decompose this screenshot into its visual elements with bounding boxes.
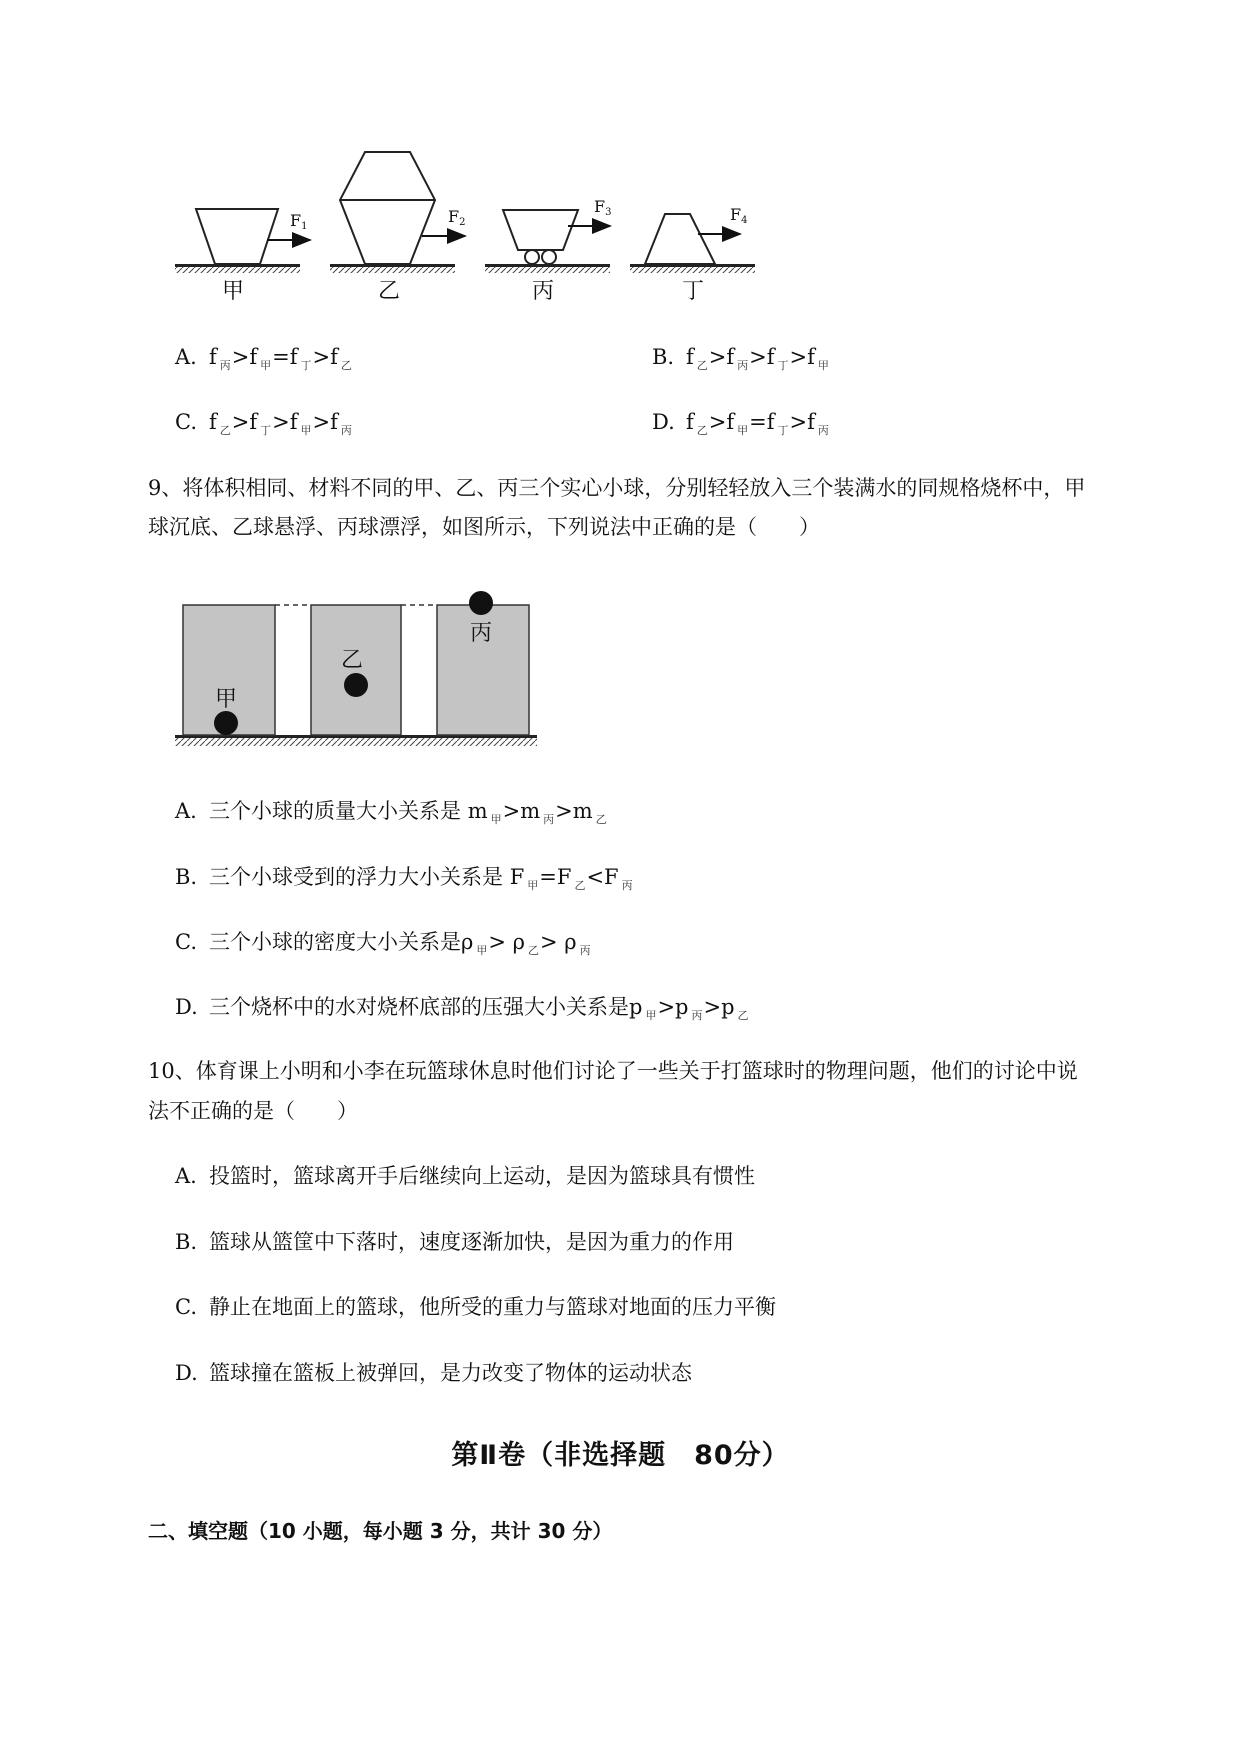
force-label-4: F [730, 205, 742, 224]
q9-option-d[interactable]: D. 三个烧杯中的水对烧杯底部的压强大小关系是p $_甲$>p $_丙$>p $_乙$ [175, 995, 749, 1022]
q8-option-a[interactable]: A. f $_丙$>f $_甲$=f $_丁$>f $_乙$ [175, 345, 352, 372]
svg-text:F4: F4 [730, 205, 748, 226]
friction-figure [170, 148, 790, 308]
q8-option-c[interactable]: C. f $_乙$>f $_丁$>f $_甲$>f $_丙$ [175, 410, 352, 437]
q10-stem-line2: 法不正确的是（ ） [148, 1099, 358, 1123]
ball-yi [344, 673, 368, 697]
ball-bing [469, 591, 493, 615]
svg-text:F2: F2 [448, 207, 466, 228]
q8-option-b[interactable]: B. f $_乙$>f $_丙$>f $_丁$>f $_甲$ [652, 345, 829, 372]
force-label-2: F [448, 207, 460, 226]
q9-stem-line2: 球沉底、乙球悬浮、丙球漂浮，如图所示，下列说法中正确的是（ ） [148, 515, 820, 539]
object-yi [330, 152, 465, 304]
force-label-1: F [290, 211, 302, 230]
object-bing [485, 197, 611, 304]
section-ii-title: 第Ⅱ卷（非选择题 80分） [451, 1440, 790, 1471]
q9-option-b[interactable]: B. 三个小球受到的浮力大小关系是 F $_甲$=F $_乙$<F $_丙$ [175, 865, 633, 892]
q10-option-a[interactable]: A. 投篮时，篮球离开手后继续向上运动，是因为篮球具有惯性 [175, 1164, 755, 1188]
ball-jia [214, 711, 238, 735]
q10-option-b[interactable]: B. 篮球从篮筐中下落时，速度逐渐加快，是因为重力的作用 [175, 1230, 734, 1254]
q8-option-d[interactable]: D. f $_乙$>f $_甲$=f $_丁$>f $_丙$ [652, 410, 829, 437]
q10-option-d[interactable]: D. 篮球撞在篮板上被弹回，是力改变了物体的运动状态 [175, 1361, 692, 1385]
svg-text:F3: F3 [594, 197, 612, 218]
q9-option-a[interactable]: A. 三个小球的质量大小关系是 m $_甲$>m $_丙$>m $_乙$ [175, 799, 607, 826]
beaker-label-bing: 丙 [470, 621, 493, 646]
svg-text:F1: F1 [290, 211, 308, 232]
q10-stem-line1: 10、体育课上小明和小李在玩篮球休息时他们讨论了一些关于打篮球时的物理问题，他们的讨论中说 [148, 1059, 1078, 1083]
q9-stem-line1: 9、将体积相同、材料不同的甲、乙、丙三个实心小球，分别轻轻放入三个装满水的同规格烧杯中，甲 [148, 476, 1086, 500]
object-jia [175, 209, 310, 304]
label-bing: 丙 [532, 279, 555, 304]
label-yi: 乙 [378, 279, 401, 304]
label-ding: 丁 [682, 279, 705, 304]
q9-option-c[interactable]: C. 三个小球的密度大小关系是ρ $_甲$> ρ $_乙$> ρ $_丙$ [175, 930, 591, 957]
object-ding [630, 205, 755, 304]
beaker-label-yi: 乙 [341, 648, 364, 673]
force-label-3: F [594, 197, 606, 216]
beakers-figure [175, 585, 545, 755]
q10-option-c[interactable]: C. 静止在地面上的篮球，他所受的重力与篮球对地面的压力平衡 [175, 1295, 776, 1319]
beaker-label-jia: 甲 [215, 687, 238, 712]
fill-blank-heading: 二、填空题（10 小题，每小题 3 分，共计 30 分） [148, 1519, 613, 1543]
label-jia: 甲 [222, 279, 245, 304]
